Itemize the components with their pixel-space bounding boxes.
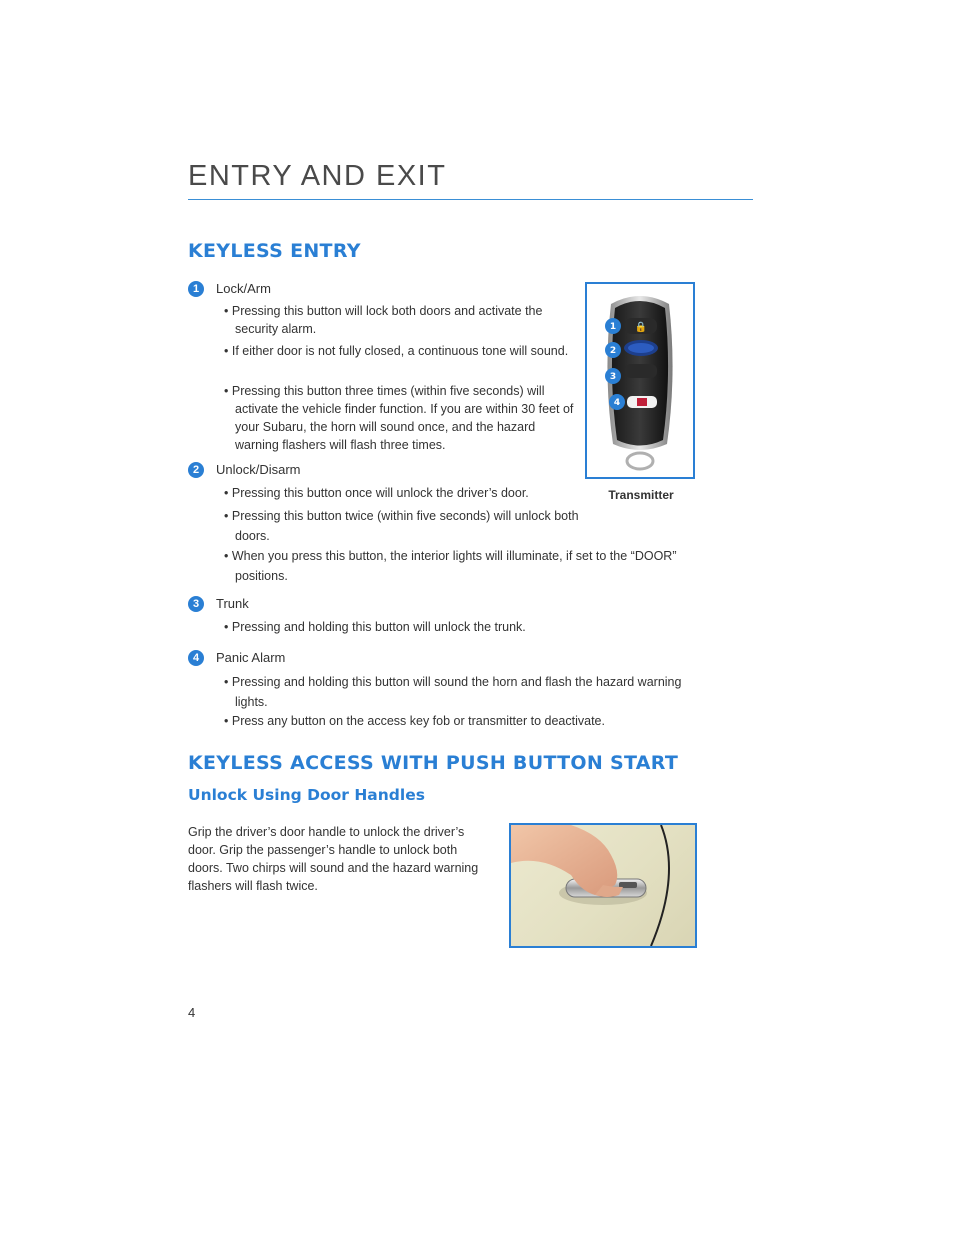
callout-2: 2 <box>609 346 617 356</box>
door-handle-icon <box>511 825 695 946</box>
item-number-1: 1 <box>188 281 204 297</box>
bullet-item-2-a: • Pressing this button once will unlock the driver’s door. <box>224 486 529 500</box>
key-fob-icon <box>587 284 693 477</box>
bullet-item-1-c: • Pressing this button three times (within five seconds) will activate the vehicle finder function. If you are within 30 feet of your Subaru, the horn will sound once, and the hazard warning flashers will flash three times. <box>224 384 574 452</box>
bullet-item-2-b: • Pressing this button twice (within five seconds) will unlock both doors. <box>224 509 579 543</box>
section-divider <box>188 199 753 200</box>
bullet-item-4-b: • Press any button on the access key fob or transmitter to deactivate. <box>224 714 605 728</box>
item-number-3: 3 <box>188 596 204 612</box>
transmitter-figure <box>585 282 695 479</box>
door-handle-paragraph: Grip the driver’s door handle to unlock the driver’s door. Grip the passenger’s handle to unlock both doors. Two chirps will sound and the hazard warning flashers will flash twice. <box>188 825 479 893</box>
item-label-trunk: Trunk <box>216 596 249 611</box>
item-label-panic-alarm: Panic Alarm <box>216 650 286 665</box>
svg-text:🔒: 🔒 <box>634 322 648 333</box>
item-number-2: 2 <box>188 462 204 478</box>
unlock-door-handles-subheading: Unlock Using Door Handles <box>188 786 425 804</box>
section-title: ENTRY AND EXIT <box>188 160 447 192</box>
bullet-item-3-a: • Pressing and holding this button will unlock the trunk. <box>224 620 526 634</box>
bullet-item-4-a: • Pressing and holding this button will sound the horn and flash the hazard warning lights. <box>224 675 682 709</box>
callout-4: 4 <box>613 398 621 408</box>
figure-caption: Transmitter <box>608 488 674 502</box>
callout-3: 3 <box>609 372 617 382</box>
bullet-item-1-b: • If either door is not fully closed, a continuous tone will sound. <box>224 344 569 358</box>
item-label-unlock-disarm: Unlock/Disarm <box>216 462 301 477</box>
keyless-entry-heading: KEYLESS ENTRY <box>188 240 361 262</box>
keyless-access-heading: KEYLESS ACCESS WITH PUSH BUTTON START <box>188 752 679 774</box>
bullet-item-1-a: • Pressing this button will lock both doors and activate the security alarm. <box>224 304 543 336</box>
bullet-item-2-c: • When you press this button, the interior lights will illuminate, if set to the “DOOR” positions. <box>224 549 677 583</box>
door-handle-photo <box>509 823 697 948</box>
item-label-lock-arm: Lock/Arm <box>216 281 271 296</box>
item-number-4: 4 <box>188 650 204 666</box>
page-number: 4 <box>188 1005 196 1020</box>
callout-1: 1 <box>609 322 617 332</box>
